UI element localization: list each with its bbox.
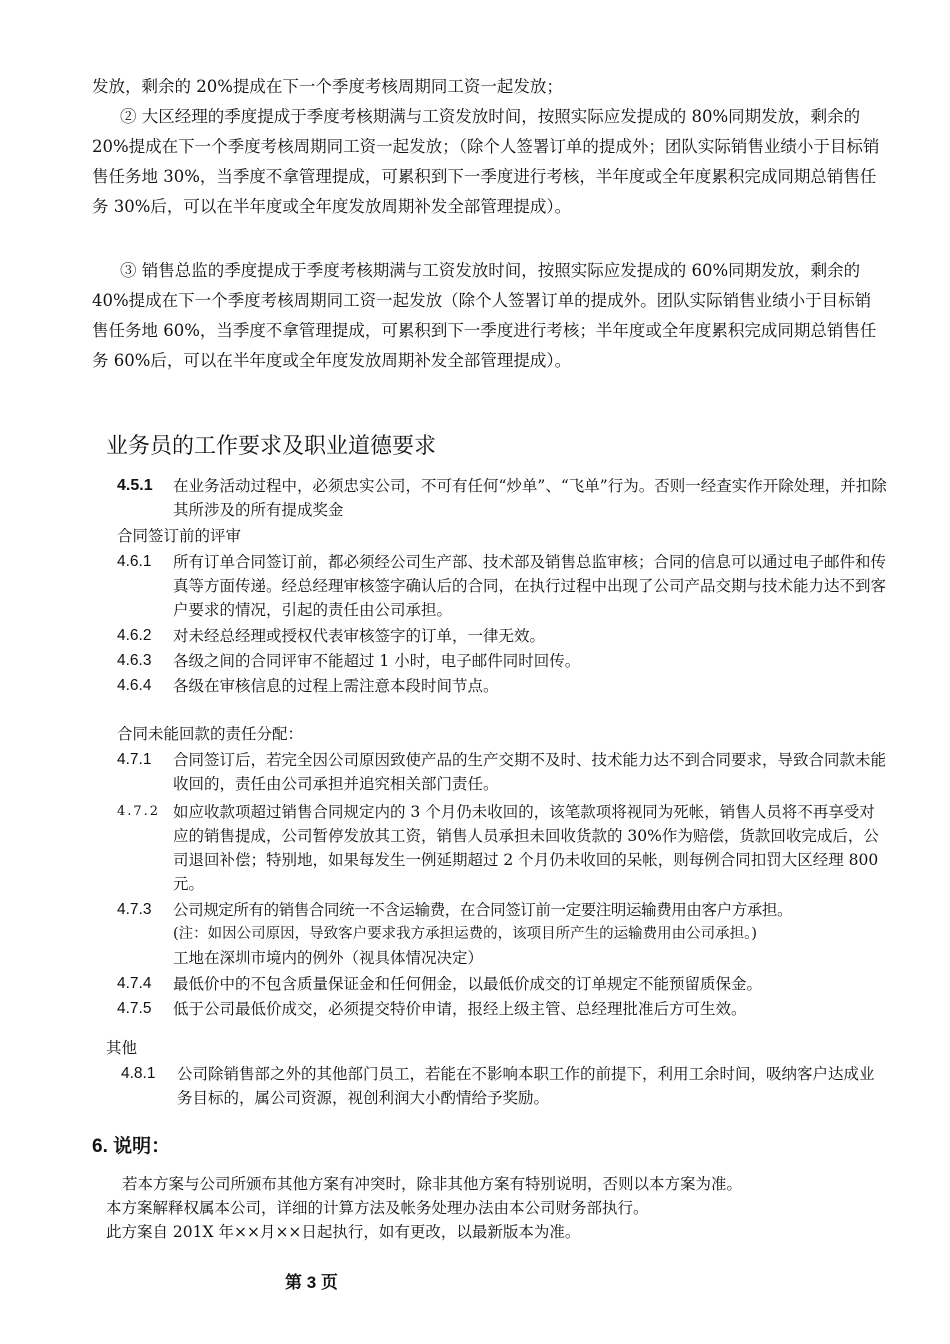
list-item-4-7-5 [117,997,887,1021]
section-6-title: 6. 说明： [92,1136,171,1157]
item-number: 4.6.1 [117,553,152,570]
item-text: 公司除销售部之外的其他部门员工，若能在不影响本职工作的前提下，利用工余时间，吸纳客户达成业务目标的，属公司资源，视创利润大小酌情给予奖励。 [177,1065,875,1107]
item-text: 合同签订后，若完全因公司原因致使产品的生产交期不及时、技术能力达不到合同要求，导致合同款未能收回的，责任由公司承担并追究相关部门责任。 [173,751,887,793]
item-text: 各级在审核信息的过程上需注意本段时间节点。 [173,677,499,695]
item-number: 4.7.3 [117,901,152,918]
item-number: 4.7.5 [117,1000,152,1017]
item-text: 在业务活动过程中，必须忠实公司，不可有任何“炒单”、“飞单”行为。否则一经查实作开除处理，并扣除其所涉及的所有提成奖金 [173,477,887,519]
page-number: 第 3 页 [285,1273,338,1292]
item-number: 4.8.1 [121,1065,156,1082]
item-text: 对未经总经理或授权代表审核签字的订单，一律无效。 [173,627,546,645]
note-line-2: 本方案解释权属本公司，详细的计算方法及帐务处理办法由本公司财务部执行。 [106,1199,649,1217]
payment-title: 合同未能回款的责任分配： [117,725,304,743]
item-note: (注：如因公司原因，导致客户要求我方承担运费的，该项目所产生的运输费用由公司承担。) [173,926,758,942]
list-item-4-7-2 [117,800,887,896]
other-title: 其他 [106,1039,138,1057]
list-item-4-6-2 [117,624,887,648]
item-text: 低于公司最低价成交，必须提交特价申请，报经上级主管、总经理批准后方可生效。 [173,1000,747,1018]
item-text: 如应收款项超过销售合同规定内的 3 个月仍未收回的，该笔款项将视同为死帐，销售人员将不再享受对应的销售提成，公司暂停发放其工资，销售人员承担未回收货款的 30%作为赔偿，货款回收完成后，公司退回补偿；特别地，如果每发生一例延期超过 2 个月仍未收回的呆帐，则每例合同扣罚大区经理 800 元。 [173,803,879,893]
note-line-3: 此方案自 201X 年××月××日起执行，如有更改，以最新版本为准。 [106,1223,581,1241]
intro-paragraph-director: ③ 销售总监的季度提成于季度考核期满与工资发放时间，按照实际应发提成的 60%同期发放，剩余的 40%提成在下一个季度考核周期同工资一起发放（除个人签署订单的提成外。团队实际销售业绩小于目标销售任务地 60%，当季度不拿管理提成，可累积到下一季度进行考核；半年度或全年度累积完成同期总销售任务 60%后，可以在半年度或全年度发放周期补发全部管理提成）。 [92,261,877,370]
note-line-1: 若本方案与公司所颁布其他方案有冲突时，除非其他方案有特别说明，否则以本方案为准。 [122,1175,743,1193]
intro-paragraph-manager: ② 大区经理的季度提成于季度考核期满与工资发放时间，按照实际应发提成的 80%同期发放，剩余的 20%提成在下一个季度考核周期同工资一起发放；（除个人签署订单的提成外；团队实际销售业绩小于目标销售任务地 30%，当季度不拿管理提成，可累积到下一季度进行考核，半年度或全年度累积完成同期总销售任务 30%后，可以在半年度或全年度发放周期补发全部管理提成）。 [92,107,880,216]
item-number: 4.6.4 [117,677,152,694]
intro-line-1: 发放，剩余的 20%提成在下一个季度考核周期同工资一起发放； [92,77,563,96]
item-text: 所有订单合同签订前，都必须经公司生产部、技术部及销售总监审核；合同的信息可以通过电子邮件和传真等方面传递。经总经理审核签字确认后的合同，在执行过程中出现了公司产品交期与技术能力达不到客户要求的情况，引起的责任由公司承担。 [173,553,887,619]
list-item-4-7-4 [117,972,887,996]
list-item-4-6-3 [117,649,887,673]
item-number: 4.5.1 [117,477,153,494]
list-item-4-7-1 [117,748,887,796]
list-item-4-5-1 [117,474,887,522]
list-item-4-6-4 [117,674,887,698]
item-number: 4.6.3 [117,652,152,669]
list-item-4-7-3 [117,898,887,970]
list-item-4-6-1 [117,550,887,622]
item-text: 各级之间的合同评审不能超过 1 小时，电子邮件同时回传。 [173,652,581,670]
section-heading: 业务员的工作要求及职业道德要求 [106,434,437,459]
item-text: 公司规定所有的销售合同统一不含运输费，在合同签订前一定要注明运输费用由客户方承担。 [173,901,793,919]
item-text: 最低价中的不包含质量保证金和任何佣金，以最低价成交的订单规定不能预留质保金。 [173,975,763,993]
item-number: 4.7.1 [117,751,152,768]
item-number: 4.7.4 [117,975,152,992]
list-item-4-8-1 [121,1062,881,1110]
item-number: 4.6.2 [117,627,152,644]
item-exception: 工地在深圳市境内的例外（视具体情况决定） [173,949,484,967]
item-number: 4.7.2 [117,804,161,819]
review-title: 合同签订前的评审 [117,527,242,545]
